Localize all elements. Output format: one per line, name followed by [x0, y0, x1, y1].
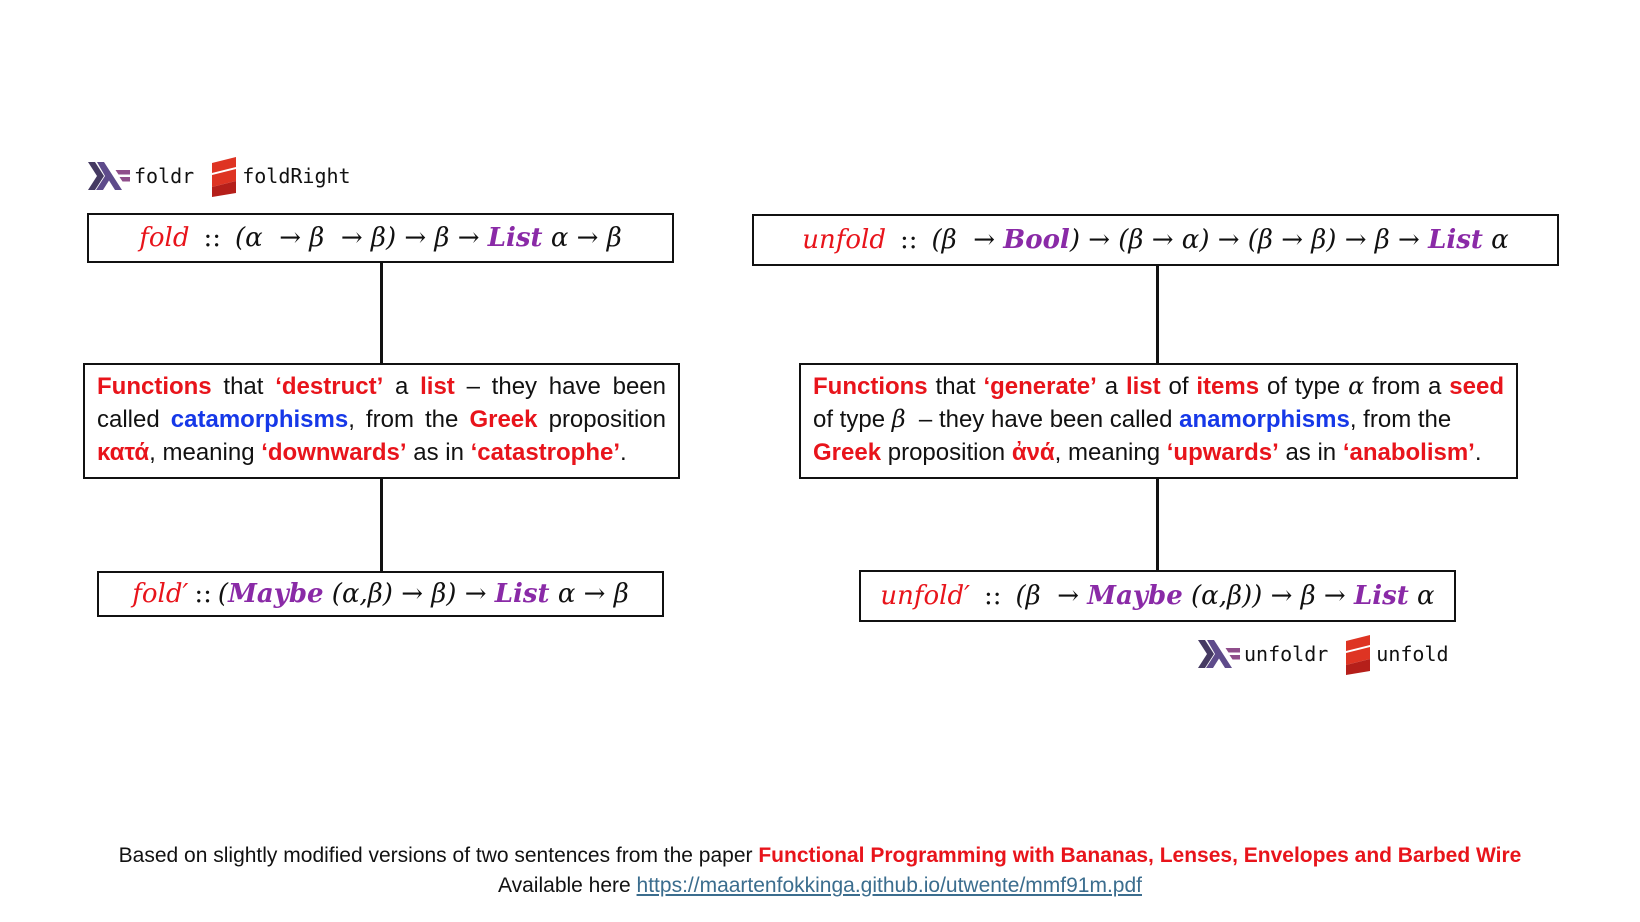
- haskell-function-name: foldr: [134, 164, 195, 188]
- fold-type-part1: (α → β → β) → β →: [235, 223, 488, 253]
- desc-word: κατά: [97, 439, 150, 466]
- unfold-type-bool: Bool: [1003, 225, 1070, 255]
- unfold-prime-type-list: List: [1353, 581, 1409, 611]
- cata-line-2: [97, 403, 666, 436]
- footer-prefix: Based on slightly modified versions of two sentences from the paper: [118, 844, 759, 867]
- footer-citation: [0, 844, 1640, 868]
- unfold-prime-part1: (β →: [1015, 581, 1088, 611]
- left-connector-top: [380, 263, 383, 363]
- right-logos: [1198, 633, 1449, 675]
- unfold-part2: ) → (β → α) → (β → β) → β →: [1069, 225, 1429, 255]
- fold-type-part2: α → β: [542, 223, 622, 253]
- desc-word: a: [383, 373, 421, 400]
- desc-word: , from the: [348, 406, 470, 433]
- desc-word: of type: [1259, 373, 1349, 400]
- unfold-signature-box: [752, 214, 1559, 266]
- desc-word: a: [1096, 373, 1126, 400]
- desc-word: list: [1125, 373, 1161, 400]
- fold-prime-type-maybe: Maybe: [228, 579, 324, 609]
- fold-name: fold: [139, 223, 190, 253]
- desc-word: , from the: [1349, 406, 1452, 433]
- fold-signature-box: [87, 213, 674, 263]
- desc-word: as in: [1278, 439, 1343, 466]
- fold-prime-colons: ::: [194, 579, 212, 609]
- unfold-part3: α: [1482, 225, 1509, 255]
- paper-title: Functional Programming with Bananas, Lenses, Envelopes and Barbed Wire: [758, 844, 1522, 867]
- desc-word: that: [211, 373, 276, 400]
- footer-availability: [0, 874, 1640, 898]
- desc-word: .: [620, 439, 627, 466]
- haskell-logo-icon: [1198, 640, 1240, 668]
- desc-word: β: [891, 405, 906, 433]
- desc-word: ‘catastrophe’: [470, 439, 620, 466]
- desc-word: called: [97, 406, 171, 433]
- scala-logo-icon: [1344, 633, 1372, 675]
- left-connector-bottom: [380, 479, 383, 571]
- desc-word: of: [1160, 373, 1197, 400]
- ana-line-1: [813, 370, 1504, 403]
- haskell-function-name: unfoldr: [1244, 642, 1329, 666]
- desc-word: of type: [813, 406, 892, 433]
- unfold-prime-type-maybe: Maybe: [1087, 581, 1183, 611]
- desc-word: .: [1474, 439, 1482, 466]
- desc-word: ‘destruct’: [275, 373, 384, 400]
- cata-line-1: [97, 370, 666, 403]
- fold-prime-signature-box: [97, 571, 664, 617]
- unfold-prime-part3: α: [1408, 581, 1435, 611]
- desc-word: items: [1196, 373, 1260, 400]
- fold-prime-part3: α → β: [549, 579, 629, 609]
- ana-line-3: [813, 436, 1504, 469]
- desc-word: – they have been: [454, 373, 666, 400]
- scala-function-name: foldRight: [242, 164, 351, 188]
- desc-word: ‘anabolism’: [1342, 439, 1475, 466]
- desc-word: , meaning: [1054, 439, 1167, 466]
- desc-word: that: [927, 373, 984, 400]
- unfold-prime-signature-box: [859, 570, 1456, 622]
- desc-word: ‘generate’: [983, 373, 1097, 400]
- fold-type-list: List: [487, 223, 543, 253]
- desc-word: ‘downwards’: [261, 439, 407, 466]
- desc-word: list: [420, 373, 455, 400]
- desc-word: catamorphisms: [170, 406, 349, 433]
- fold-colons: ::: [203, 223, 222, 253]
- footer-available-label: Available here: [498, 874, 637, 897]
- scala-function-name: unfold: [1376, 642, 1449, 666]
- right-connector-bottom: [1156, 479, 1159, 570]
- unfold-part1: (β →: [931, 225, 1004, 255]
- desc-word: α: [1348, 372, 1365, 400]
- desc-word: as in: [406, 439, 471, 466]
- ana-line-2: [813, 403, 1504, 436]
- unfold-name: unfold: [802, 225, 886, 255]
- unfold-prime-name: unfold′: [880, 581, 970, 611]
- fold-prime-part2: (α,β) → β) →: [323, 579, 495, 609]
- desc-word: from a: [1364, 373, 1450, 400]
- fold-prime-name: fold′: [132, 579, 189, 609]
- desc-word: Functions: [813, 373, 928, 400]
- right-connector-top: [1156, 266, 1159, 363]
- unfold-prime-part2: (α,β)) → β →: [1182, 581, 1354, 611]
- desc-word: Greek: [469, 406, 538, 433]
- desc-word: Functions: [97, 373, 212, 400]
- anamorphism-description-box: [799, 363, 1518, 479]
- unfold-type-list: List: [1428, 225, 1483, 255]
- desc-word: – they have been called: [905, 406, 1180, 433]
- desc-word: seed: [1449, 373, 1504, 400]
- desc-word: ‘upwards’: [1166, 439, 1279, 466]
- desc-word: proposition: [537, 406, 666, 433]
- left-logos: [88, 155, 351, 197]
- unfold-prime-colons: ::: [984, 581, 1002, 611]
- cata-line-3: [97, 436, 666, 469]
- desc-word: ἀνά: [1011, 439, 1055, 466]
- catamorphism-description-box: [83, 363, 680, 479]
- desc-word: , meaning: [149, 439, 262, 466]
- desc-word: anamorphisms: [1179, 406, 1350, 433]
- desc-word: proposition: [881, 439, 1012, 466]
- paper-link[interactable]: https://maartenfokkinga.github.io/utwente/mmf91m.pdf: [636, 874, 1142, 897]
- fold-prime-type-list: List: [494, 579, 550, 609]
- desc-word: Greek: [813, 439, 882, 466]
- unfold-colons: ::: [899, 225, 918, 255]
- haskell-logo-icon: [88, 162, 130, 190]
- fold-prime-part1: (: [217, 579, 229, 609]
- scala-logo-icon: [210, 155, 238, 197]
